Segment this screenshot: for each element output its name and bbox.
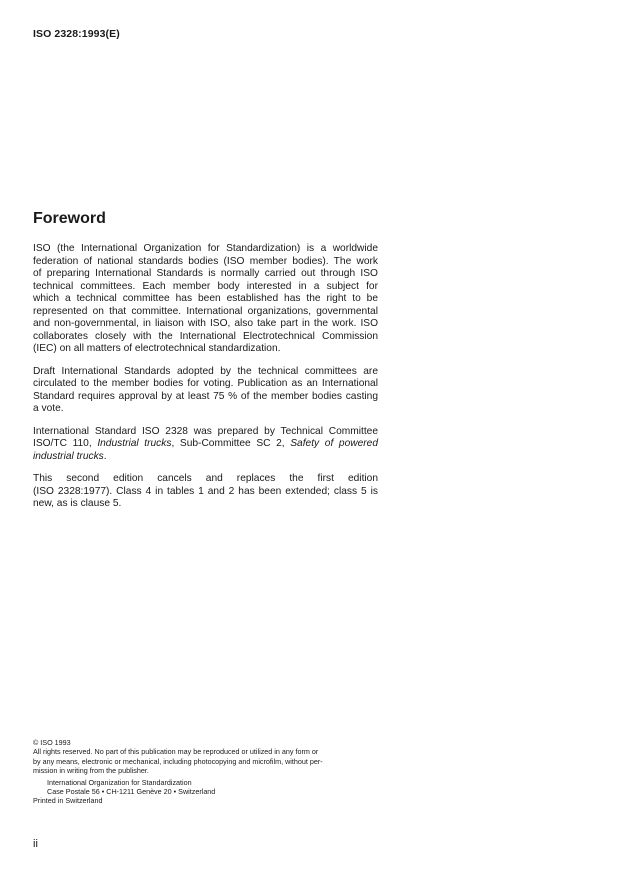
text-line: circulated to the member bodies for voting. Publication as an International [33, 378, 378, 389]
text-line: technical committees. Each member body interested in a subject for [33, 280, 378, 292]
rights-text: by any means, electronic or mechanical, including photocopying and microfilm, without per- [33, 756, 323, 766]
text-line: new, as is clause 5. [33, 498, 122, 509]
text-line: (IEC) on all matters of electrotechnical standardization. [33, 343, 281, 354]
text-line: Draft International Standards adopted by the technical committees are [33, 365, 378, 377]
text-line [33, 451, 378, 464]
sentence-end: . [103, 450, 107, 462]
text-line [33, 438, 378, 451]
rights-text: mission in writing from the publisher. [33, 766, 149, 776]
foreword-heading: Foreword [33, 210, 106, 227]
committee-title: Industrial trucks [97, 438, 172, 449]
text-line: federation of national standards bodies (ISO member bodies). The work [33, 255, 378, 267]
foreword-body [33, 243, 378, 521]
text-line: of preparing International Standards is normally carried out through ISO [33, 268, 378, 279]
text-line: (ISO 2328:1977). Class 4 in tables 1 and 2 has been extended; class 5 is [33, 485, 378, 497]
paragraph-preparation [33, 426, 378, 464]
printed-in: Printed in Switzerland [33, 796, 103, 806]
copyright-line: © ISO 1993 [33, 738, 71, 747]
publisher-name: International Organization for Standardization [47, 777, 192, 787]
paragraph-draft-standards [33, 366, 378, 416]
publisher-address: Case Postale 56 • CH-1211 Genève 20 • Switzerland [47, 787, 216, 797]
paragraph-iso-description [33, 243, 378, 356]
text-line: This second edition cancels and replaces the first edition [33, 473, 378, 484]
copyright-notice [33, 738, 383, 806]
text-line: ISO (the International Organization for Standardization) is a worldwide [33, 243, 378, 254]
text-line: represented on that committee. International organizations, governmental [33, 305, 378, 317]
subcommittee-text: , Sub-Committee SC 2, [171, 438, 291, 449]
paragraph-edition [33, 473, 378, 511]
text-line: collaborates closely with the International Electrotechnical Commission [33, 330, 378, 342]
text-line: and non-governmental, in liaison with ISO, also take part in the work. ISO [33, 318, 378, 329]
text-line: which a technical committee has been established has the right to be [33, 293, 378, 304]
rights-text: All rights reserved. No part of this publication may be reproduced or utilized in any form or [33, 747, 319, 757]
text-line: International Standard ISO 2328 was prepared by Technical Committee [33, 425, 378, 437]
text-line: a vote. [33, 403, 64, 414]
committee-text: ISO/TC 110, [33, 438, 98, 449]
page-number: ii [33, 838, 38, 850]
document-identifier: ISO 2328:1993(E) [33, 28, 120, 40]
subcommittee-title-part2: industrial trucks [33, 450, 104, 462]
text-line: Standard requires approval by at least 75 % of the member bodies casting [33, 390, 378, 402]
subcommittee-title-part1: Safety of powered [290, 438, 378, 449]
